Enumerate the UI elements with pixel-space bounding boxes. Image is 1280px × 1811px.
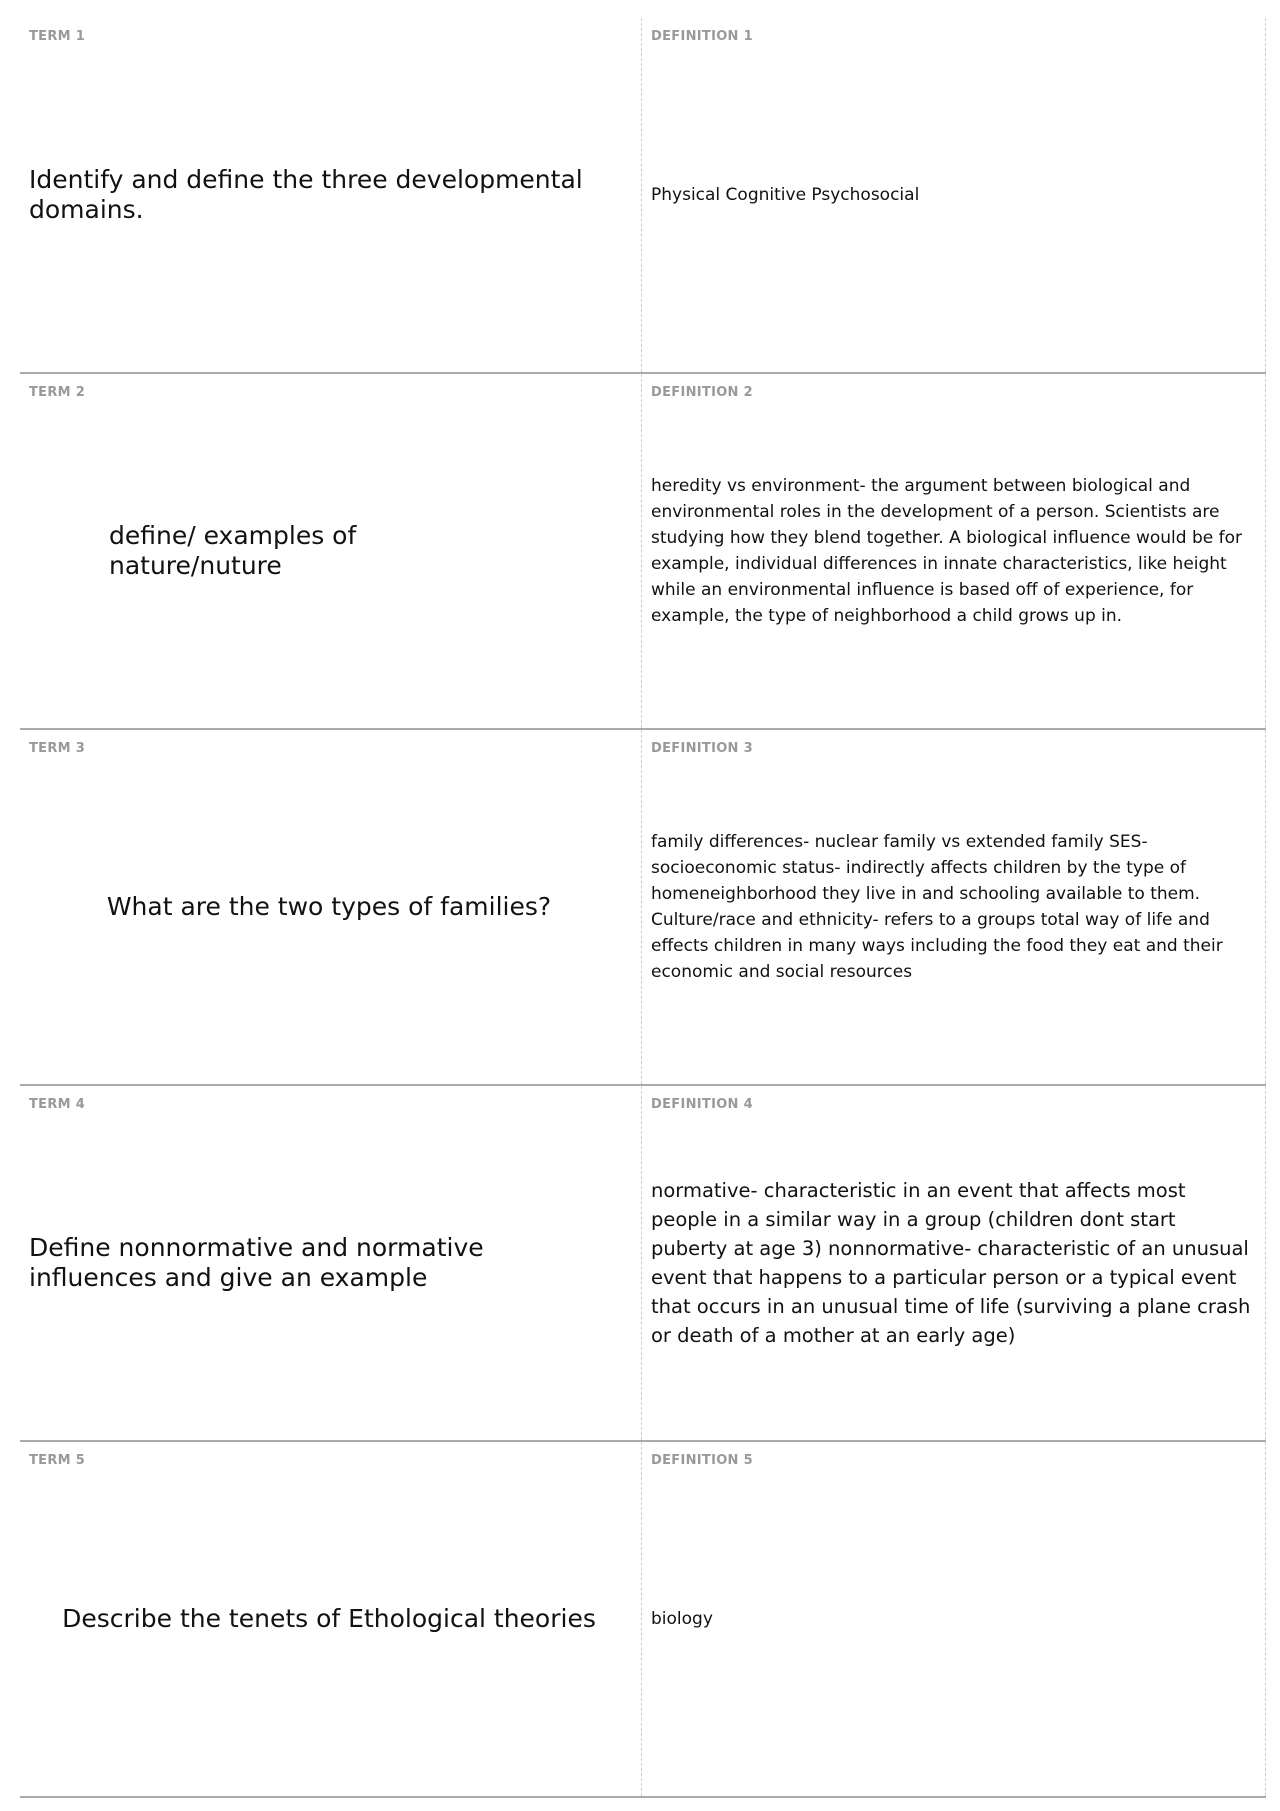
definition-cell (642, 18, 1266, 372)
term-label: TERM 4 (29, 1097, 86, 1112)
term-text: Identify and define the three developmental domains. (29, 165, 583, 224)
term-cell (20, 730, 642, 1084)
term-label: TERM 3 (29, 741, 86, 756)
definition-text: heredity vs environment- the argument between biological and environmental roles in the development of a person. Scientists are studying how they blend together. A biological influence would be for example, individual differences in innate characteristics, like height while an environmental influence is based off of experience, for example, the type of neighborhood a child grows up in. (651, 476, 1243, 626)
term-text: Define nonnormative and normative influences and give an example (29, 1233, 484, 1292)
term-label: TERM 1 (29, 29, 86, 44)
definition-label: DEFINITION 4 (651, 1097, 753, 1112)
card-row-3 (20, 730, 1266, 1086)
definition-cell (642, 1442, 1266, 1796)
definition-label: DEFINITION 1 (651, 29, 753, 44)
card-row-5 (20, 1442, 1266, 1798)
term-text: define/ examples of nature/nuture (109, 521, 357, 580)
term-label: TERM 2 (29, 385, 86, 400)
term-text: Describe the tenets of Ethological theories (62, 1604, 596, 1633)
card-row-1 (20, 18, 1266, 374)
term-cell (20, 1086, 642, 1440)
definition-cell (642, 1086, 1266, 1440)
definition-text: normative- characteristic in an event that affects most people in a similar way in a group (children dont start puberty at age 3) nonnormative- characteristic of an unusual event that happens to a particular person or a typical event that occurs in an unusual time of life (surviving a plane crash or death of a mother at an early age) (651, 1179, 1251, 1347)
definition-label: DEFINITION 5 (651, 1453, 753, 1468)
term-label: TERM 5 (29, 1453, 86, 1468)
definition-label: DEFINITION 2 (651, 385, 753, 400)
card-row-4 (20, 1086, 1266, 1442)
definition-text: Physical Cognitive Psychosocial (651, 185, 920, 205)
definition-text: family differences- nuclear family vs extended family SES- socioeconomic status- indirectly affects children by the type of homeneighborhood they live in and schooling available to them. Culture/race and ethnicity- refers to a groups total way of life and effects children in many ways including the food they eat and their economic and social resources (651, 832, 1223, 982)
definition-cell (642, 730, 1266, 1084)
definition-text: biology (651, 1609, 713, 1629)
term-text: What are the two types of families? (106, 892, 552, 921)
term-cell (20, 18, 642, 372)
definition-label: DEFINITION 3 (651, 741, 753, 756)
flashcard-sheet (20, 18, 1266, 1798)
term-cell (20, 1442, 642, 1796)
term-cell (20, 374, 642, 728)
definition-cell (642, 374, 1266, 728)
card-row-2 (20, 374, 1266, 730)
